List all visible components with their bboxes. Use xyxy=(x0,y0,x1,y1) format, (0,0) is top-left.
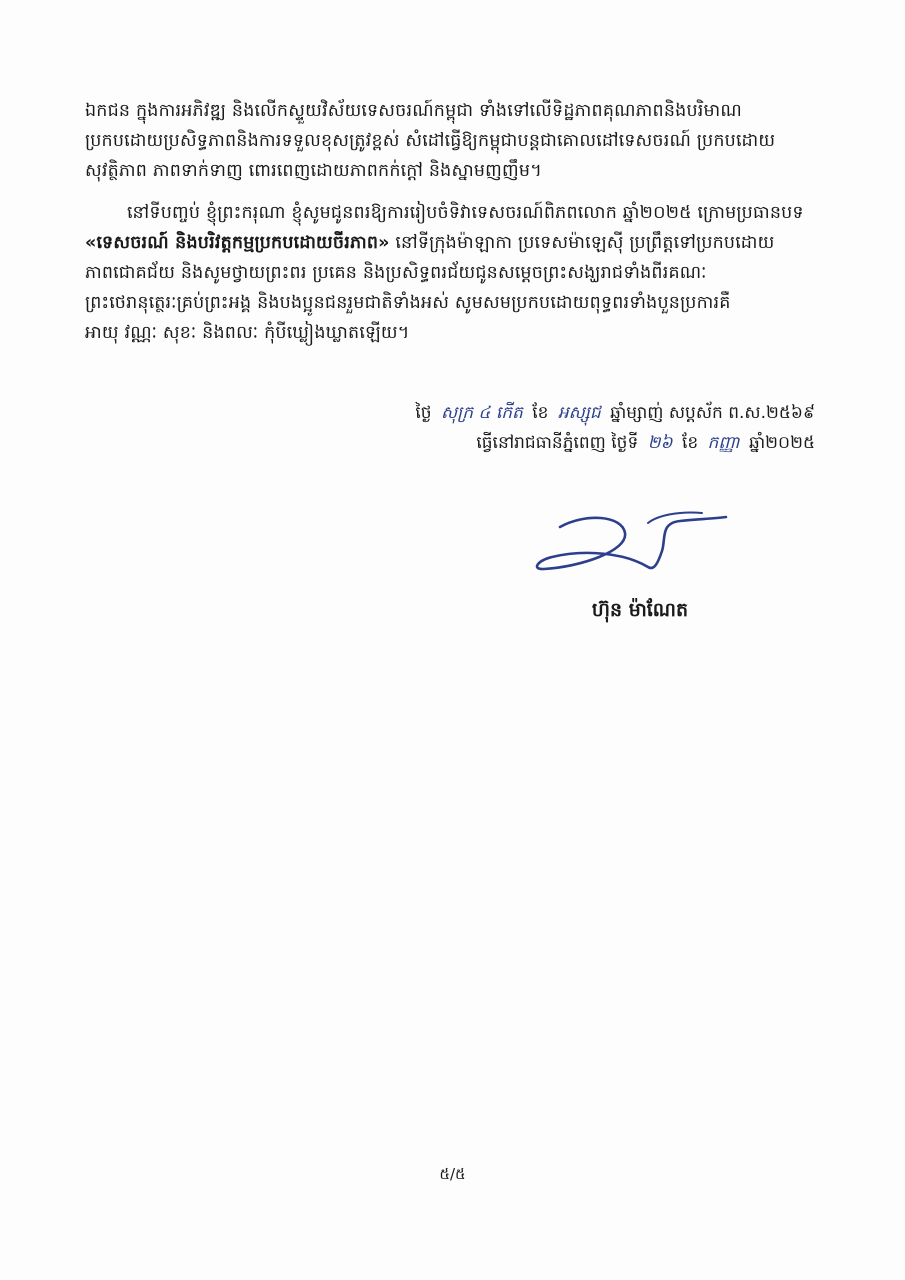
paragraph-1-line-2: ប្រកបដោយប្រសិទ្ធភាពនិងការទទួលខុសត្រូវខ្ពស់ សំដៅធ្វើឱ្យកម្ពុជាបន្តជាគោលដៅទេសចរណ៍ ប្រកបដោយ xyxy=(85,131,776,151)
paragraph-2-line-1: នៅទីបញ្ចប់ ខ្ញុំព្រះករុណា ខ្ញុំសូមជូនពរឱ្យការរៀបចំទិវាទេសចរណ៍ពិភពលោក ឆ្នាំ២០២៥ ក្រោមប្រធានបទ xyxy=(127,203,804,223)
lunar-date-suffix: ឆ្នាំម្សាញ់ សប្តស័ក ព.ស.២៥៦៩ xyxy=(610,403,815,423)
page-number: ៥/៥ xyxy=(439,1165,466,1183)
paragraph-2 xyxy=(85,198,825,348)
signature-image xyxy=(530,505,740,585)
theme-title: «ទេសចរណ៍ និងបរិវត្តកម្មប្រកបដោយចីរភាព» xyxy=(85,233,390,253)
lunar-month-label: ខែ xyxy=(532,403,549,423)
paragraph-2-line-3: ភាពជោគជ័យ និងសូមថ្វាយព្រះពរ ប្រគេន និងប្រសិទ្ធពរជ័យជូនសម្តេចព្រះសង្ឃរាជទាំងពីរគណៈ xyxy=(85,263,707,283)
lunar-date-prefix: ថ្ងៃ xyxy=(415,403,432,423)
paragraph-1-line-3: សុវត្ថិភាព ភាពទាក់ទាញ ពោរពេញដោយភាពកក់ក្តៅ និងស្នាមញញឹម។ xyxy=(85,161,542,181)
paragraph-1-line-1: ឯកជន ក្នុងការអភិវឌ្ឍ និងលើកស្ទួយវិស័យទេសចរណ៍កម្ពុជា ទាំងទៅលើទិដ្ឋភាពគុណភាពនិងបរិមាណ xyxy=(85,101,742,121)
paragraph-1 xyxy=(85,96,825,186)
solar-day-handwritten: ២៦ xyxy=(647,433,673,453)
signer-name: ហ៊ុន ម៉ាណែត xyxy=(591,599,689,621)
lunar-date-line xyxy=(295,398,815,428)
solar-month-handwritten: កញ្ញា xyxy=(707,433,740,453)
paragraph-2-line-4: ព្រះថេរានុត្ថេរៈគ្រប់ព្រះអង្គ និងបងប្អូនជនរួមជាតិទាំងអស់ សូមសមប្រកបដោយពុទ្ធពរទាំងបួនប្រការគឺ xyxy=(85,293,731,313)
paragraph-2-line-2-rest: នៅទីក្រុងម៉ាឡាកា ប្រទេសម៉ាឡេស៊ី ប្រព្រឹត្តទៅប្រកបដោយ xyxy=(389,233,775,253)
paragraph-2-line-5: អាយុ វណ្ណៈ សុខៈ និងពលៈ កុំបីឃ្លៀងឃ្លាតឡើយ។ xyxy=(85,323,410,343)
date-block xyxy=(295,398,815,458)
paragraph-2-line-2 xyxy=(85,228,825,258)
lunar-day-handwritten: សុក្រ ៤ កើត xyxy=(440,403,523,423)
solar-date-suffix: ឆ្នាំ២០២៥ xyxy=(749,433,815,453)
solar-date-line xyxy=(295,428,815,458)
solar-month-label: ខែ xyxy=(681,433,699,453)
letter-body xyxy=(85,96,825,360)
lunar-month-handwritten: អស្សុជ xyxy=(557,403,601,423)
solar-date-prefix: ធ្វើនៅរាជធានីភ្នំពេញ ថ្ងៃទី xyxy=(476,433,639,453)
